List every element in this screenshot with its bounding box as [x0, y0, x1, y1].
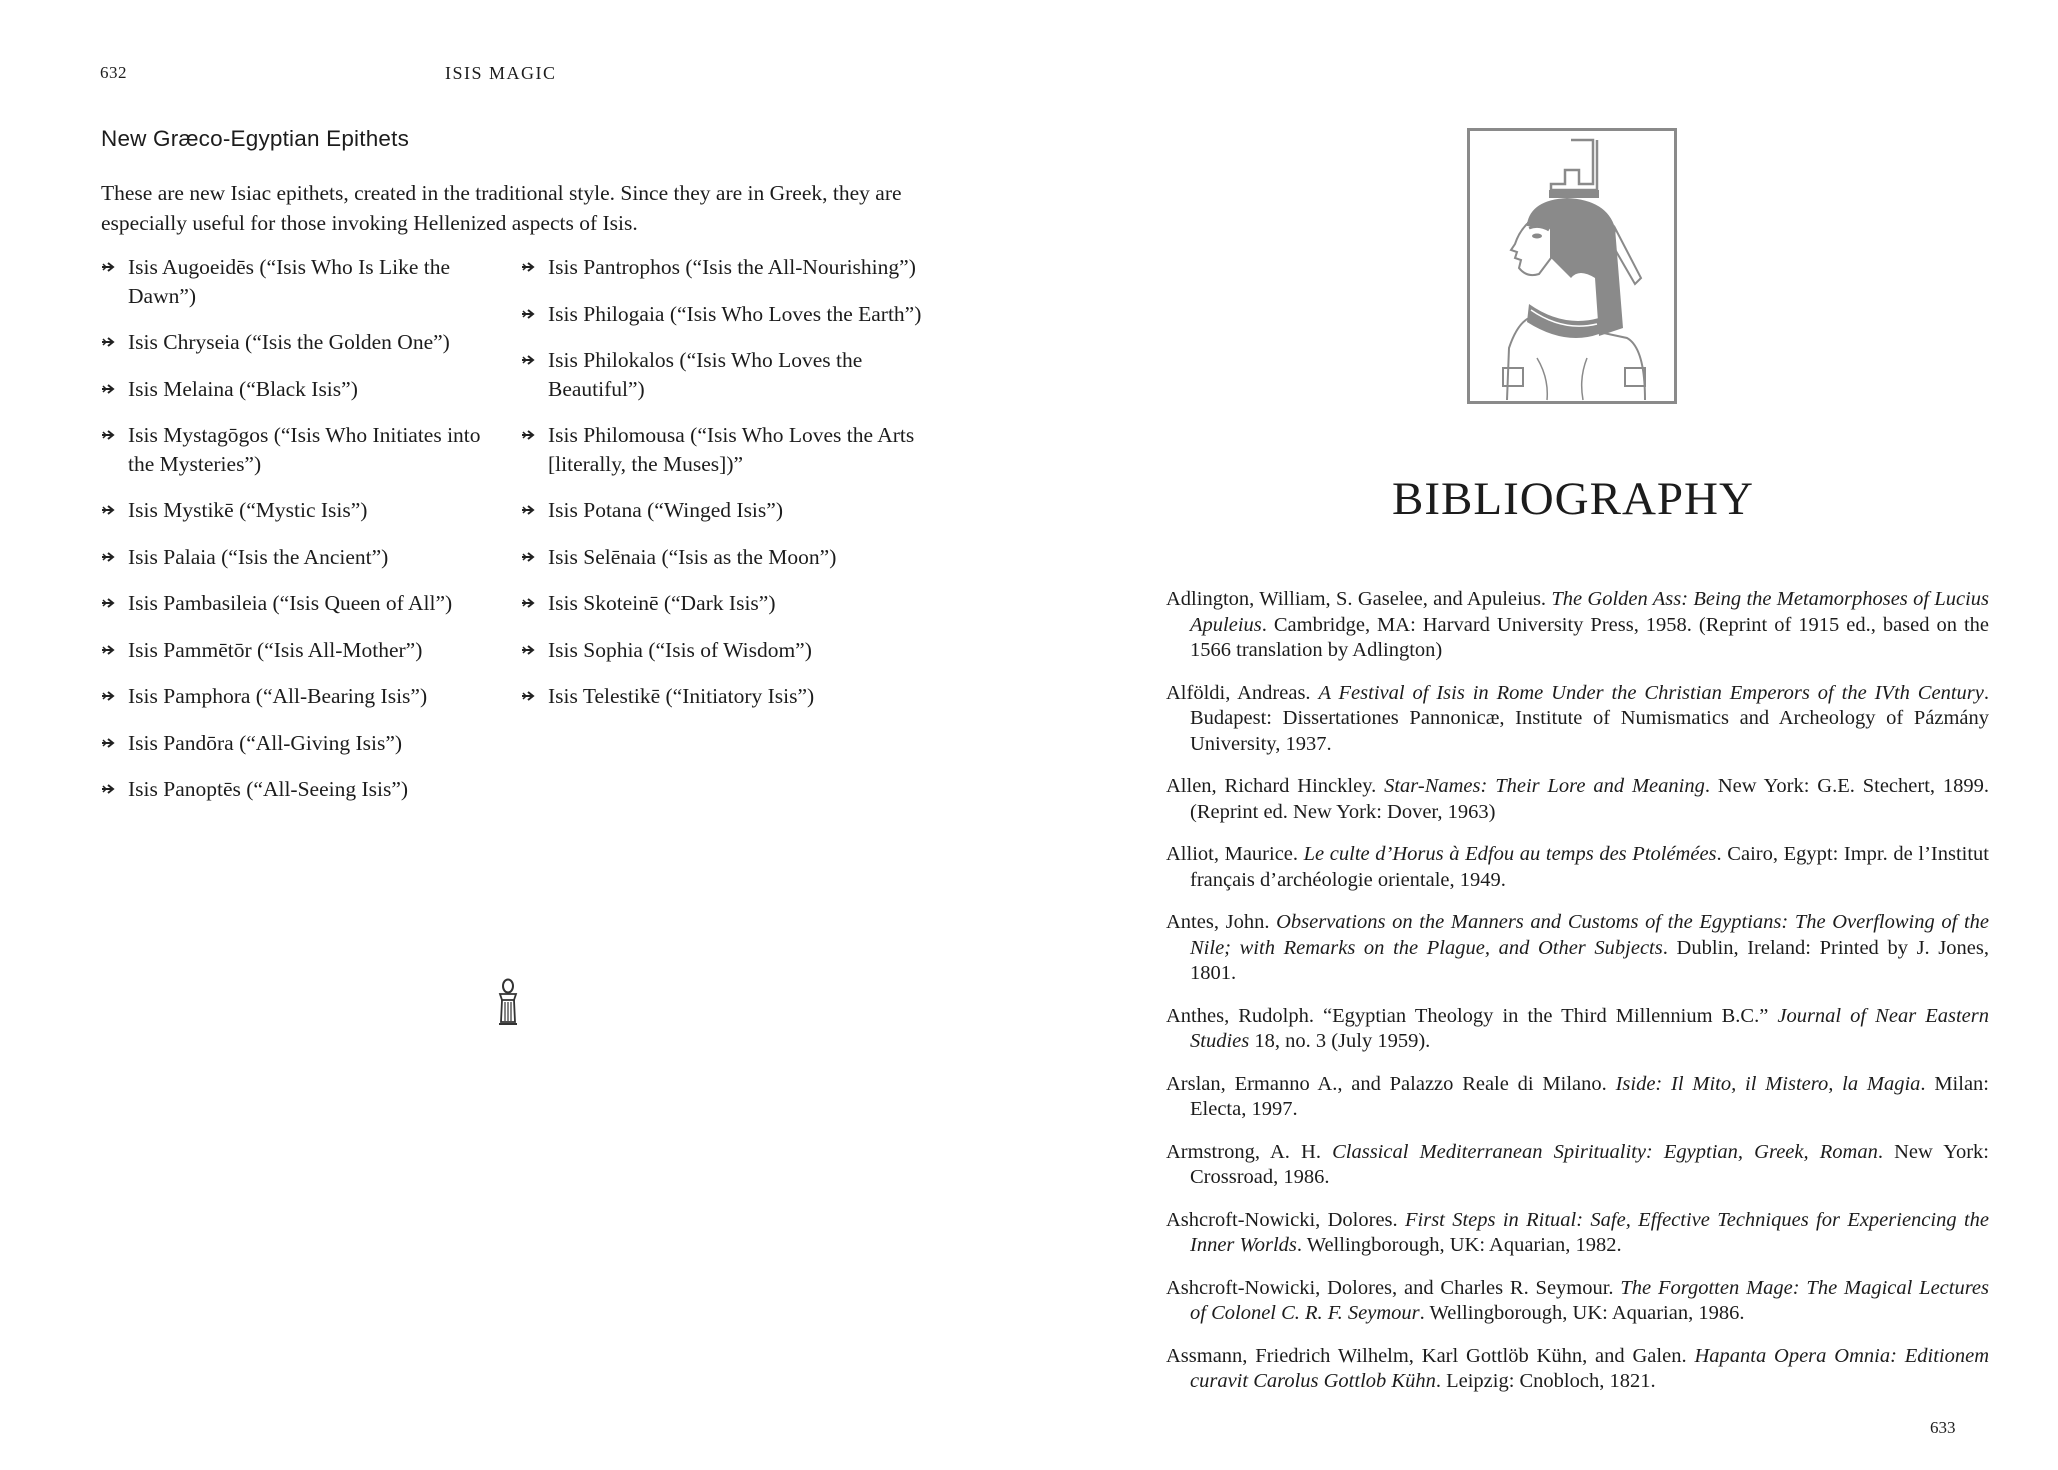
entry-pre: Armstrong, A. H.	[1166, 1140, 1333, 1163]
epithet-item	[102, 496, 502, 525]
epithet-text: Isis Pammētōr (“Isis All-Mother”)	[128, 637, 423, 662]
epithet-item	[102, 775, 502, 804]
bibliography-entry	[1166, 1208, 1989, 1259]
bibliography-entry	[1166, 587, 1989, 664]
entry-post: . Cambridge, MA: Harvard University Press, 1958. (Reprint of 1915 ed., based on the 1566 translation by Adlington)	[1190, 613, 1989, 661]
arrow-bullet-icon	[522, 261, 536, 273]
entry-pre: Allen, Richard Hinckley.	[1166, 775, 1385, 797]
epithet-text: Isis Palaia (“Isis the Ancient”)	[128, 544, 389, 569]
entry-title: First Steps in Ritual: Safe, Effective Techniques for Experiencing the Inner Worlds	[1190, 1208, 1989, 1256]
entry-title: Iside: Il Mito, il Mistero, la Magia	[1615, 1072, 1921, 1095]
bibliography-entry	[1166, 910, 1989, 987]
arrow-bullet-icon	[102, 429, 116, 441]
arrow-bullet-icon	[522, 551, 536, 563]
epithet-text: Isis Telestikē (“Initiatory Isis”)	[548, 684, 815, 708]
epithet-text: Isis Chryseia (“Isis the Golden One”)	[128, 330, 450, 354]
epithet-list-column-b	[522, 253, 932, 729]
entry-post: . Milan: Electa, 1997.	[1190, 1072, 1989, 1120]
entry-post: . Cairo, Egypt: Impr. de l’Institut français d’archéologie orientale, 1949.	[1190, 843, 1989, 891]
epithet-text: Isis Mystagōgos (“Isis Who Initiates into the Mysteries”)	[128, 423, 481, 476]
ankh-ornament-icon	[497, 978, 519, 1033]
entry-pre: Alliot, Maurice.	[1166, 843, 1304, 865]
arrow-bullet-icon	[522, 308, 536, 320]
bibliography-entry	[1166, 1140, 1989, 1191]
entry-post: . Dublin, Ireland: Printed by J. Jones, 1801.	[1190, 936, 1989, 984]
entry-pre: Arslan, Ermanno A., and Palazzo Reale di Milano.	[1166, 1072, 1616, 1095]
epithet-item	[522, 543, 932, 572]
epithet-text: Isis Pamphora (“All-Bearing Isis”)	[128, 684, 428, 708]
entry-title: Classical Mediterranean Spirituality: Egyptian, Greek, Roman	[1332, 1140, 1878, 1163]
entry-post: . New York: Crossroad, 1986.	[1190, 1140, 1989, 1188]
bibliography-entry	[1166, 681, 1989, 758]
epithet-text: Isis Selēnaia (“Isis as the Moon”)	[548, 544, 837, 569]
epithet-text: Isis Melaina (“Black Isis”)	[128, 376, 358, 401]
epithet-item	[522, 421, 932, 478]
epithet-text: Isis Sophia (“Isis of Wisdom”)	[548, 637, 812, 662]
isis-figure-icon	[1467, 128, 1677, 409]
entry-pre: Adlington, William, S. Gaselee, and Apuleius.	[1166, 588, 1552, 610]
entry-title: Star-Names: Their Lore and Meaning	[1384, 775, 1705, 797]
section-heading: New Græco-Egyptian Epithets	[101, 126, 410, 151]
entry-pre: Anthes, Rudolph. “Egyptian Theology in the Third Millennium B.C.”	[1166, 1004, 1778, 1027]
entry-post: . Leipzig: Cnobloch, 1821.	[1435, 1370, 1656, 1392]
epithet-item	[102, 375, 502, 404]
entry-post: . Wellingborough, UK: Aquarian, 1986.	[1419, 1302, 1745, 1324]
epithet-text: Isis Potana (“Winged Isis”)	[548, 498, 783, 522]
epithet-item	[522, 496, 932, 525]
entry-title: Le culte d’Horus à Edfou au temps des Ptolémées	[1303, 843, 1717, 865]
arrow-bullet-icon	[102, 261, 116, 273]
arrow-bullet-icon	[102, 383, 116, 395]
epithet-list-column-a	[102, 253, 502, 822]
entry-pre: Ashcroft-Nowicki, Dolores, and Charles R. Seymour.	[1166, 1276, 1621, 1299]
epithet-item	[102, 589, 502, 618]
arrow-bullet-icon	[522, 354, 536, 366]
entry-title: A Festival of Isis in Rome Under the Christian Emperors of the IVth Century	[1318, 681, 1984, 704]
epithet-text: Isis Skoteinē (“Dark Isis”)	[548, 591, 776, 615]
epithet-item	[522, 636, 932, 665]
running-head: ISIS MAGIC	[445, 63, 557, 83]
bibliography-title: BIBLIOGRAPHY	[1392, 473, 1754, 525]
entry-title: Observations on the Manners and Customs of the Egyptians: The Overflowing of the Nile; with Remarks on the Plague, and Other Subjects	[1190, 911, 1989, 959]
epithet-item	[522, 253, 932, 282]
epithet-text: Isis Mystikē (“Mystic Isis”)	[128, 498, 368, 522]
bibliography-list	[1166, 587, 1989, 1412]
intro-paragraph: These are new Isiac epithets, created in the traditional style. Since they are in Greek, they are especially useful for those invoking Hellenized aspects of Isis.	[101, 181, 902, 235]
epithet-item	[102, 682, 502, 711]
entry-post: . Wellingborough, UK: Aquarian, 1982.	[1296, 1234, 1622, 1256]
epithet-item	[522, 346, 932, 403]
epithet-text: Isis Panoptēs (“All-Seeing Isis”)	[128, 777, 409, 801]
bibliography-entry	[1166, 774, 1989, 825]
epithet-text: Isis Pambasileia (“Isis Queen of All”)	[128, 591, 453, 615]
epithet-item	[102, 543, 502, 572]
arrow-bullet-icon	[522, 504, 536, 516]
bibliography-entry	[1166, 842, 1989, 893]
entry-title: Journal of Near Eastern Studies	[1190, 1004, 1989, 1052]
bibliography-entry	[1166, 1004, 1989, 1055]
epithet-text: Isis Augoeidēs (“Isis Who Is Like the Dawn”)	[128, 255, 451, 308]
epithet-text: Isis Pantrophos (“Isis the All-Nourishing”)	[548, 255, 916, 279]
entry-pre: Antes, John.	[1166, 911, 1277, 933]
bibliography-entry	[1166, 1344, 1989, 1395]
arrow-bullet-icon	[102, 783, 116, 795]
epithet-item	[522, 300, 932, 329]
arrow-bullet-icon	[102, 737, 116, 749]
arrow-bullet-icon	[522, 597, 536, 609]
arrow-bullet-icon	[522, 429, 536, 441]
arrow-bullet-icon	[102, 597, 116, 609]
epithet-text: Isis Philogaia (“Isis Who Loves the Earth”)	[548, 301, 922, 326]
arrow-bullet-icon	[102, 336, 116, 348]
arrow-bullet-icon	[102, 504, 116, 516]
epithet-item	[102, 328, 502, 357]
arrow-bullet-icon	[522, 690, 536, 702]
bibliography-entry	[1166, 1276, 1989, 1327]
epithet-text: Isis Pandōra (“All-Giving Isis”)	[128, 730, 403, 755]
epithet-item	[102, 636, 502, 665]
bibliography-entry	[1166, 1072, 1989, 1123]
arrow-bullet-icon	[102, 644, 116, 656]
arrow-bullet-icon	[102, 551, 116, 563]
epithet-item	[102, 421, 502, 478]
arrow-bullet-icon	[522, 644, 536, 656]
entry-post: 18, no. 3 (July 1959).	[1249, 1030, 1431, 1052]
entry-pre: Assmann, Friedrich Wilhelm, Karl Gottlöb Kühn, and Galen.	[1166, 1344, 1695, 1367]
epithet-text: Isis Philomousa (“Isis Who Loves the Arts [literally, the Muses])”	[548, 423, 915, 476]
epithet-item	[522, 589, 932, 618]
entry-title: The Forgotten Mage: The Magical Lectures of Colonel C. R. F. Seymour	[1190, 1276, 1990, 1324]
epithet-item	[102, 729, 502, 758]
entry-post: . Budapest: Dissertationes Pannonicæ, Institute of Numismatics and Archeology of Pázmány University, 1937.	[1190, 681, 1989, 755]
arrow-bullet-icon	[102, 690, 116, 702]
epithet-item	[102, 253, 502, 310]
entry-title: The Golden Ass: Being the Metamorphoses of Lucius Apuleius	[1190, 588, 1989, 636]
entry-pre: Ashcroft-Nowicki, Dolores.	[1166, 1208, 1405, 1231]
entry-pre: Alföldi, Andreas.	[1166, 681, 1319, 704]
page-number-right: 633	[1930, 1418, 1956, 1437]
page-number-left: 632	[100, 63, 127, 82]
epithet-text: Isis Philokalos (“Isis Who Loves the Beautiful”)	[548, 348, 863, 401]
entry-post: . New York: G.E. Stechert, 1899. (Reprint ed. New York: Dover, 1963)	[1190, 775, 1990, 823]
epithet-item	[522, 682, 932, 711]
entry-title: Hapanta Opera Omnia: Editionem curavit Carolus Gottlob Kühn	[1190, 1344, 1990, 1392]
